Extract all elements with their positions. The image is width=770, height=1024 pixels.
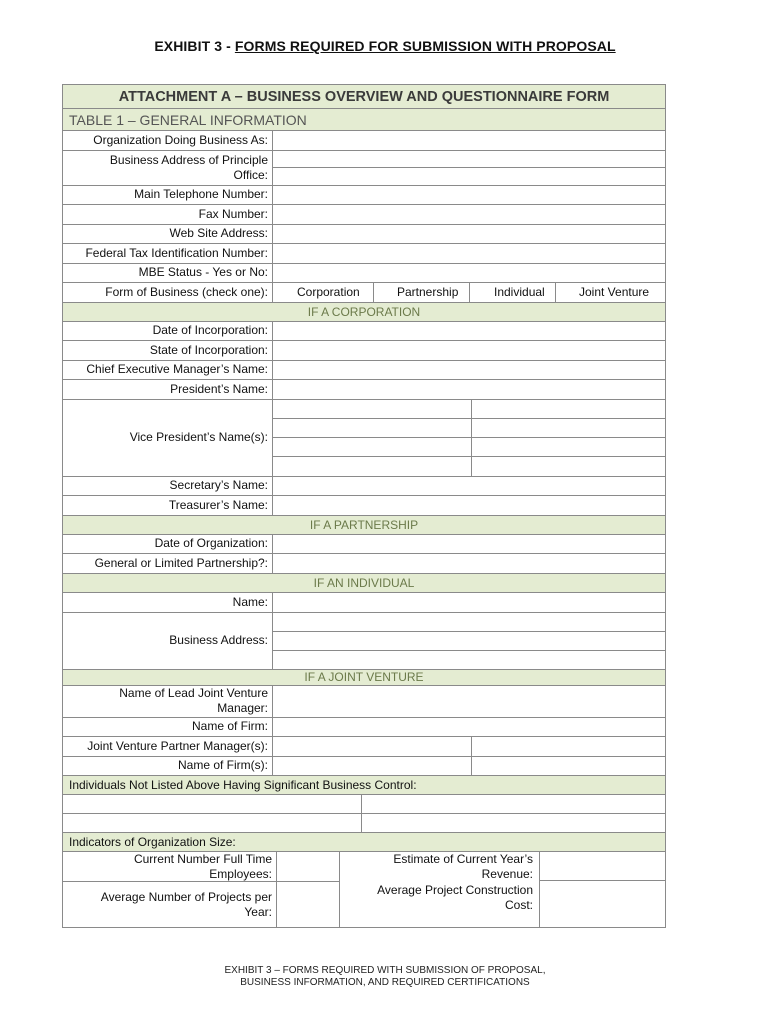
treasurer-field[interactable]: [273, 496, 665, 515]
ceo-label: Chief Executive Manager’s Name:: [63, 361, 273, 380]
incorporation-date-row: [63, 321, 665, 341]
secretary-label: Secretary’s Name:: [63, 477, 273, 496]
treasurer-label: Treasurer’s Name:: [63, 496, 273, 515]
partnership-type-label: General or Limited Partnership?:: [63, 554, 273, 573]
fax-field[interactable]: [273, 205, 665, 224]
footer-line-2: BUSINESS INFORMATION, AND REQUIRED CERTIFICATIONS: [240, 977, 530, 988]
firm-name-label: Name of Firm:: [63, 718, 273, 737]
individual-address-label: Business Address:: [63, 613, 273, 669]
individual-heading: IF AN INDIVIDUAL: [63, 573, 665, 592]
individual-checkbox[interactable]: [473, 286, 487, 299]
form-of-business-label: Form of Business (check one):: [63, 283, 273, 302]
business-control-heading: Individuals Not Listed Above Having Significant Business Control:: [63, 775, 665, 794]
incorporation-date-field[interactable]: [273, 322, 665, 341]
individual-name-field[interactable]: [273, 593, 665, 612]
partner-firms-label: Name of Firm(s):: [63, 757, 273, 776]
address-label: Business Address of Principle Office:: [63, 151, 273, 185]
organization-size-heading: Indicators of Organization Size:: [63, 832, 665, 851]
option-individual[interactable]: Individual: [494, 285, 545, 300]
business-control-row-1[interactable]: [63, 794, 665, 813]
org-name-field[interactable]: [273, 131, 665, 150]
lead-manager-row: [63, 685, 665, 717]
phone-row: [63, 185, 665, 205]
organization-date-label: Date of Organization:: [63, 535, 273, 554]
president-label: President’s Name:: [63, 380, 273, 399]
ceo-row: [63, 360, 665, 380]
organization-date-field[interactable]: [273, 535, 665, 554]
tax-id-field[interactable]: [273, 244, 665, 263]
exhibit-title: [0, 38, 770, 54]
org-name-label: Organization Doing Business As:: [63, 131, 273, 150]
tax-id-label: Federal Tax Identification Number:: [63, 244, 273, 263]
page-footer: [0, 965, 770, 989]
mbe-row: [63, 263, 665, 283]
option-corporation[interactable]: Corporation: [297, 285, 360, 300]
firm-name-field[interactable]: [273, 718, 665, 737]
business-questionnaire-form: [62, 84, 666, 928]
organization-date-row: [63, 534, 665, 554]
secretary-field[interactable]: [273, 477, 665, 496]
firm-name-row: [63, 717, 665, 737]
incorporation-state-row: [63, 340, 665, 360]
incorporation-state-field[interactable]: [273, 341, 665, 360]
tax-id-row: [63, 243, 665, 263]
organization-size-grid: [63, 851, 665, 927]
corporation-checkbox[interactable]: [274, 286, 288, 299]
individual-name-row: [63, 592, 665, 612]
employees-label: Current Number Full Time Employees:: [133, 852, 272, 881]
partner-manager-row: [63, 736, 665, 756]
vice-president-row: [63, 399, 665, 476]
mbe-field[interactable]: [273, 264, 665, 283]
secretary-row: [63, 476, 665, 496]
revenue-label: Estimate of Current Year’s Revenue:: [393, 852, 533, 881]
phone-field[interactable]: [273, 186, 665, 205]
projects-field[interactable]: [277, 882, 339, 927]
ceo-field[interactable]: [273, 361, 665, 380]
form-title: ATTACHMENT A – BUSINESS OVERVIEW AND QUESTIONNAIRE FORM: [63, 85, 665, 108]
table-heading: TABLE 1 – GENERAL INFORMATION: [63, 108, 665, 130]
option-joint-venture[interactable]: Joint Venture: [579, 285, 650, 300]
fax-label: Fax Number:: [63, 205, 273, 224]
vice-president-label: Vice President’s Name(s):: [63, 400, 273, 476]
partnership-heading: IF A PARTNERSHIP: [63, 515, 665, 534]
corporation-heading: IF A CORPORATION: [63, 302, 665, 321]
incorporation-date-label: Date of Incorporation:: [63, 322, 273, 341]
partner-manager-field[interactable]: [273, 737, 665, 756]
construction-cost-label: Average Project Construction Cost:: [377, 883, 533, 912]
partner-firms-field[interactable]: [273, 757, 665, 776]
business-control-row-2[interactable]: [63, 813, 665, 832]
lead-manager-field[interactable]: [273, 686, 665, 717]
construction-cost-field[interactable]: [540, 881, 665, 927]
treasurer-row: [63, 495, 665, 515]
lead-manager-label: Name of Lead Joint Venture Manager:: [63, 686, 273, 717]
form-of-business-row: [63, 282, 665, 302]
projects-label: Average Number of Projects per Year:: [100, 890, 272, 919]
partner-firms-row: [63, 756, 665, 776]
org-name-row: [63, 130, 665, 150]
joint-venture-checkbox[interactable]: [559, 286, 573, 299]
phone-label: Main Telephone Number:: [63, 186, 273, 205]
address-row: [63, 150, 665, 185]
partnership-checkbox[interactable]: [376, 286, 390, 299]
individual-address-field[interactable]: [273, 613, 665, 669]
website-label: Web Site Address:: [63, 225, 273, 244]
individual-address-row: [63, 612, 665, 669]
form-of-business-options: [273, 283, 665, 302]
incorporation-state-label: State of Incorporation:: [63, 341, 273, 360]
vice-president-fields[interactable]: [273, 400, 665, 476]
partnership-type-row: [63, 553, 665, 573]
option-partnership[interactable]: Partnership: [397, 285, 459, 300]
website-row: [63, 224, 665, 244]
revenue-field[interactable]: [540, 852, 665, 880]
mbe-label: MBE Status - Yes or No:: [63, 264, 273, 283]
president-row: [63, 379, 665, 399]
address-field[interactable]: [273, 151, 665, 185]
joint-venture-heading: IF A JOINT VENTURE: [63, 669, 665, 685]
footer-line-1: EXHIBIT 3 – FORMS REQUIRED WITH SUBMISSION OF PROPOSAL,: [224, 965, 546, 976]
partner-manager-label: Joint Venture Partner Manager(s):: [63, 737, 273, 756]
exhibit-prefix: EXHIBIT 3 -: [154, 38, 235, 54]
president-field[interactable]: [273, 380, 665, 399]
fax-row: [63, 204, 665, 224]
employees-field[interactable]: [277, 852, 339, 881]
individual-name-label: Name:: [63, 593, 273, 612]
exhibit-title-underlined: FORMS REQUIRED FOR SUBMISSION WITH PROPOSAL: [234, 38, 616, 54]
partnership-type-field[interactable]: [273, 554, 665, 573]
website-field[interactable]: [273, 225, 665, 244]
